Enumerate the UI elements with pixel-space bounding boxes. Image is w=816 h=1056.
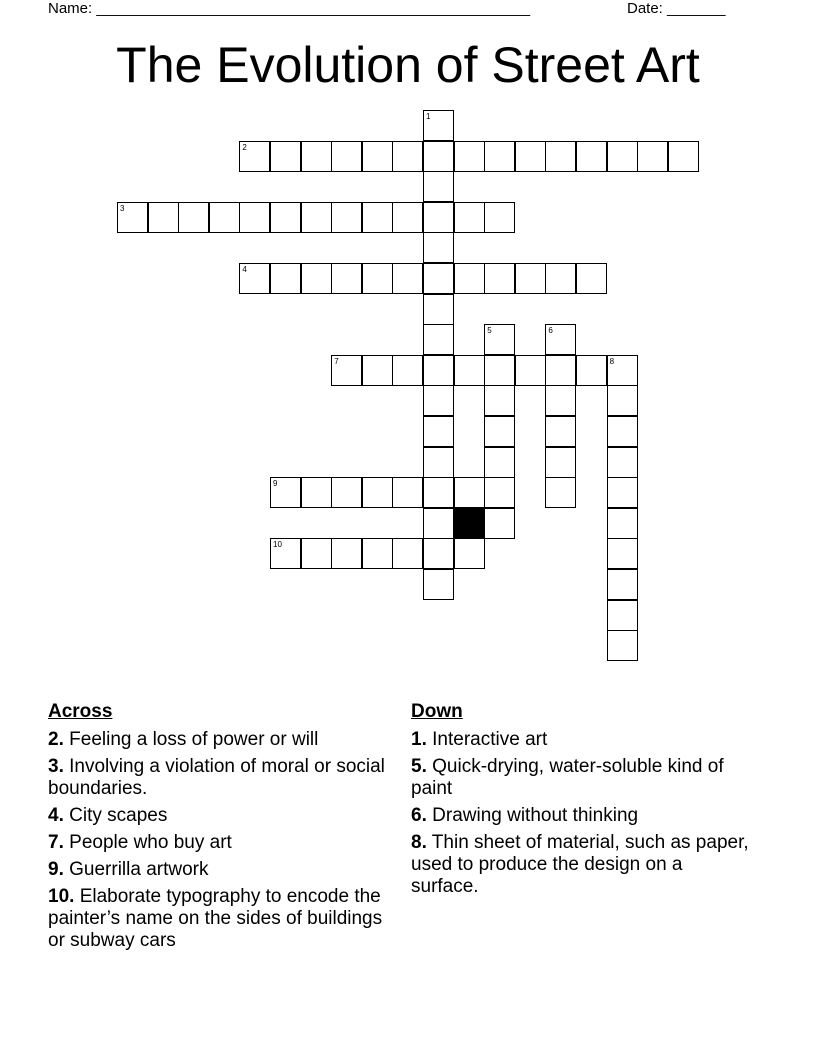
grid-cell[interactable] [423,416,454,447]
grid-cell[interactable] [607,141,638,172]
grid-cell[interactable] [607,508,638,539]
grid-cell[interactable] [117,202,148,233]
clue-number: 6. [411,805,427,826]
grid-cell[interactable] [454,263,485,294]
grid-cell[interactable] [576,263,607,294]
name-line[interactable]: Name: ____________________________________________________ [48,0,531,17]
clue-text: Involving a violation of moral or social boundaries. [48,756,385,799]
grid-cell[interactable] [423,324,454,355]
grid-cell[interactable] [607,600,638,631]
down-clue-5 [411,756,751,800]
puzzle-title: The Evolution of Street Art [116,37,700,93]
grid-cell[interactable] [484,508,515,539]
grid-cell[interactable] [331,538,362,569]
grid-cell[interactable] [545,324,576,355]
clue-number: 2. [48,729,64,750]
clue-text: Quick-drying, water-soluble kind of paint [411,756,724,799]
grid-cell[interactable] [301,477,332,508]
clue-number-label: 3 [120,203,125,213]
grid-cell[interactable] [423,141,454,172]
grid-cell[interactable] [484,324,515,355]
grid-cell[interactable] [607,355,638,386]
grid-cell[interactable] [423,263,454,294]
grid-cell[interactable] [576,141,607,172]
grid-cell[interactable] [331,141,362,172]
clue-number: 10. [48,886,75,907]
grid-cell[interactable] [301,263,332,294]
grid-cell[interactable] [331,202,362,233]
down-clue-8 [411,832,751,898]
grid-cell[interactable] [454,355,485,386]
clue-number-label: 6 [548,326,553,336]
grid-cell[interactable] [515,141,546,172]
grid-cell[interactable] [423,447,454,478]
grid-cell[interactable] [484,385,515,416]
grid-cell[interactable] [545,477,576,508]
grid-cell[interactable] [545,141,576,172]
grid-cell[interactable] [270,477,301,508]
grid-cell[interactable] [362,477,393,508]
grid-cell[interactable] [301,202,332,233]
down-heading: Down [411,701,463,722]
clue-number-label: 9 [273,479,278,489]
grid-cell[interactable] [270,202,301,233]
grid-cell[interactable] [484,416,515,447]
clue-number-label: 7 [334,356,339,366]
grid-cell[interactable] [392,477,423,508]
grid-cell[interactable] [607,569,638,600]
grid-cell[interactable] [423,477,454,508]
grid-cell[interactable] [637,141,668,172]
clue-number-label: 4 [242,265,247,274]
grid-cell[interactable] [362,355,393,386]
grid-cell[interactable] [423,385,454,416]
grid-cell[interactable] [484,202,515,233]
across-clue-10 [48,886,388,952]
clue-number-label: 10 [273,540,282,550]
grid-cell[interactable] [454,477,485,508]
grid-cell[interactable] [331,355,362,386]
grid-cell[interactable] [607,538,638,569]
grid-cell[interactable] [239,263,270,294]
clue-number: 3. [48,756,64,777]
grid-cell[interactable] [392,202,423,233]
grid-cell[interactable] [454,141,485,172]
across-clue-7 [48,832,388,854]
grid-cell[interactable] [362,263,393,294]
grid-cell[interactable] [423,569,454,600]
clue-text: Drawing without thinking [432,805,639,826]
clue-number: 1. [411,729,427,750]
grid-cell[interactable] [270,263,301,294]
grid-cell[interactable] [423,232,454,263]
grid-cell[interactable] [270,538,301,569]
grid-cell[interactable] [607,416,638,447]
grid-cell[interactable] [423,294,454,325]
grid-cell[interactable] [484,263,515,294]
grid-cell[interactable] [423,171,454,202]
grid-cell[interactable] [270,141,301,172]
across-clue-9 [48,859,388,881]
clue-number: 5. [411,756,427,777]
grid-cell[interactable] [484,355,515,386]
clue-text: People who buy art [69,832,232,853]
grid-cell[interactable] [239,141,270,172]
grid-cell[interactable] [545,385,576,416]
grid-cell[interactable] [148,202,179,233]
grid-cell[interactable] [423,355,454,386]
clue-number: 4. [48,805,64,826]
grid-cell[interactable] [239,202,270,233]
grid-cell[interactable] [331,477,362,508]
grid-cell[interactable] [423,508,454,539]
grid-cell[interactable] [392,538,423,569]
grid-cell[interactable] [607,630,638,661]
grid-cell[interactable] [423,202,454,233]
grid-cell[interactable] [668,141,699,172]
across-clue-2 [48,729,388,751]
grid-cell[interactable] [545,416,576,447]
clue-number-label: 5 [487,326,492,336]
grid-cell[interactable] [178,202,209,233]
clue-text: Thin sheet of material, such as paper, used to produce the design on a surface. [411,832,749,897]
clue-number-label: 1 [426,112,431,121]
clue-text: Feeling a loss of power or will [69,729,319,750]
across-clues [48,701,388,957]
grid-cell[interactable] [423,538,454,569]
clue-number-label: 8 [609,356,615,366]
clue-text: Interactive art [432,729,548,750]
grid-cell[interactable] [392,263,423,294]
date-line[interactable]: Date: _______ [627,0,726,17]
grid-cell[interactable] [209,202,240,233]
clue-text: Guerrilla artwork [69,859,209,880]
clue-number: 7. [48,832,64,853]
grid-cell[interactable] [484,141,515,172]
grid-cell[interactable] [484,447,515,478]
grid-cell[interactable] [454,538,485,569]
grid-cell[interactable] [545,263,576,294]
clue-number: 8. [411,832,427,853]
grid-cell[interactable] [545,447,576,478]
across-clue-4 [48,805,388,827]
grid-cell[interactable] [607,447,638,478]
down-clue-1 [411,729,751,751]
grid-cell[interactable] [392,355,423,386]
clue-text: City scapes [69,805,168,826]
grid-cell[interactable] [484,477,515,508]
grid-cell[interactable] [607,385,638,416]
clue-text: Elaborate typography to encode the painter’s name on the sides of buildings or subway cars [48,886,383,951]
across-heading: Across [48,701,113,722]
grid-cell[interactable] [301,538,332,569]
clue-number-label: 2 [242,142,247,152]
grid-cell[interactable] [545,355,576,386]
clue-number: 9. [48,859,64,880]
grid-cell[interactable] [515,263,546,294]
grid-cell[interactable] [423,110,454,141]
down-clue-6 [411,805,751,827]
grid-cell[interactable] [576,355,607,386]
grid-cell[interactable] [362,538,393,569]
across-clue-3 [48,756,388,800]
grid-cell[interactable] [454,202,485,233]
grid-cell[interactable] [362,202,393,233]
grid-cell[interactable] [515,355,546,386]
grid-cell[interactable] [392,141,423,172]
black-square [454,508,485,539]
grid-cell[interactable] [362,141,393,172]
grid-cell[interactable] [301,141,332,172]
grid-cell[interactable] [607,477,638,508]
grid-cell[interactable] [331,263,362,294]
down-clues [411,701,751,903]
